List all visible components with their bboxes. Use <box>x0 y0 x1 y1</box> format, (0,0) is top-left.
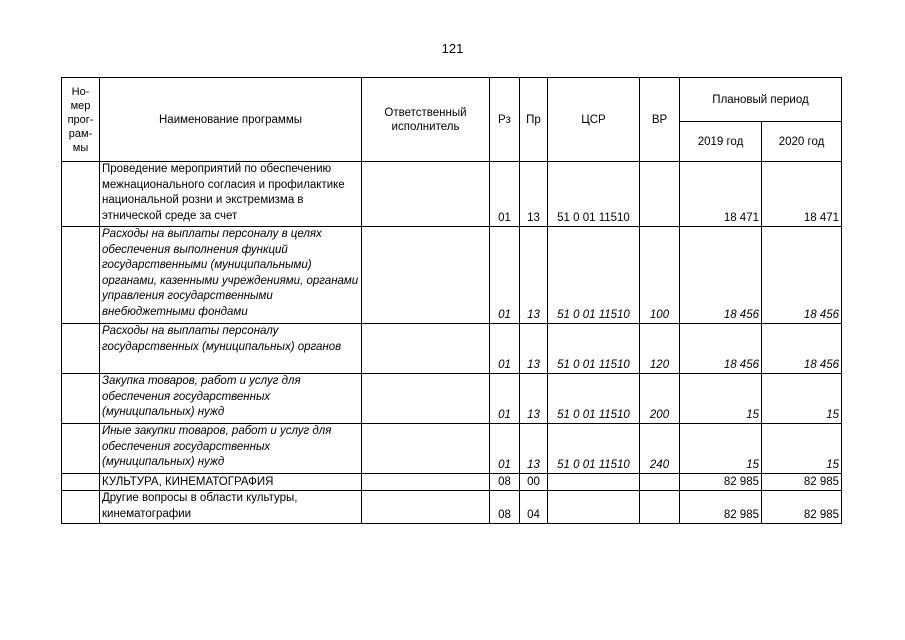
cell-2020: 15 <box>762 374 842 424</box>
cell-2019: 15 <box>680 374 762 424</box>
cell-csr: 51 0 01 11510 <box>548 324 640 374</box>
header-vr: ВР <box>640 78 680 162</box>
header-csr: ЦСР <box>548 78 640 162</box>
table-row <box>62 227 842 324</box>
cell-executor <box>362 227 490 324</box>
header-year-2019: 2019 год <box>680 122 762 162</box>
cell-rz: 01 <box>490 227 520 324</box>
cell-rz: 08 <box>490 474 520 491</box>
header-program-name: Наименование программы <box>100 78 362 162</box>
cell-number <box>62 324 100 374</box>
cell-rz: 01 <box>490 374 520 424</box>
cell-vr: 120 <box>640 324 680 374</box>
cell-csr: 51 0 01 11510 <box>548 227 640 324</box>
cell-vr: 200 <box>640 374 680 424</box>
cell-2019: 15 <box>680 424 762 474</box>
cell-name: КУЛЬТУРА, КИНЕМАТОГРАФИЯ <box>100 474 362 491</box>
cell-vr: 100 <box>640 227 680 324</box>
cell-2020: 82 985 <box>762 491 842 524</box>
budget-table <box>61 77 842 524</box>
cell-name: Расходы на выплаты персоналу в целях обеспечения выполнения функций государственными (муниципальными) органами, казенными учреждениями, органами управления государственными внебюджетными фондами <box>100 227 362 324</box>
cell-number <box>62 162 100 227</box>
header-year-2020: 2020 год <box>762 122 842 162</box>
cell-vr <box>640 491 680 524</box>
table-row <box>62 491 842 524</box>
cell-pr: 00 <box>520 474 548 491</box>
cell-pr: 13 <box>520 424 548 474</box>
cell-name: Расходы на выплаты персоналу государственных (муниципальных) органов <box>100 324 362 374</box>
cell-pr: 04 <box>520 491 548 524</box>
table-row <box>62 424 842 474</box>
cell-executor <box>362 324 490 374</box>
cell-number <box>62 424 100 474</box>
cell-csr <box>548 491 640 524</box>
cell-csr <box>548 474 640 491</box>
cell-2020: 82 985 <box>762 474 842 491</box>
cell-vr: 240 <box>640 424 680 474</box>
cell-2019: 18 456 <box>680 324 762 374</box>
cell-2019: 82 985 <box>680 474 762 491</box>
cell-2020: 18 456 <box>762 227 842 324</box>
cell-2020: 15 <box>762 424 842 474</box>
header-pr: Пр <box>520 78 548 162</box>
cell-csr: 51 0 01 11510 <box>548 374 640 424</box>
cell-pr: 13 <box>520 324 548 374</box>
cell-executor <box>362 374 490 424</box>
cell-pr: 13 <box>520 162 548 227</box>
cell-executor <box>362 424 490 474</box>
header-executor: Ответственный исполнитель <box>362 78 490 162</box>
cell-rz: 08 <box>490 491 520 524</box>
cell-executor <box>362 162 490 227</box>
cell-number <box>62 374 100 424</box>
cell-csr: 51 0 01 11510 <box>548 162 640 227</box>
page-number: 121 <box>441 41 464 56</box>
cell-executor <box>362 491 490 524</box>
cell-rz: 01 <box>490 324 520 374</box>
cell-name: Другие вопросы в области культуры, кинематографии <box>100 491 362 524</box>
cell-number <box>62 491 100 524</box>
cell-2020: 18 456 <box>762 324 842 374</box>
cell-number <box>62 227 100 324</box>
cell-number <box>62 474 100 491</box>
cell-csr: 51 0 01 11510 <box>548 424 640 474</box>
cell-rz: 01 <box>490 162 520 227</box>
cell-rz: 01 <box>490 424 520 474</box>
cell-2019: 82 985 <box>680 491 762 524</box>
header-number: Но-мер прог-рам-мы <box>62 78 100 162</box>
cell-name: Закупка товаров, работ и услуг для обеспечения государственных (муниципальных) нужд <box>100 374 362 424</box>
cell-vr <box>640 474 680 491</box>
cell-pr: 13 <box>520 374 548 424</box>
cell-name: Иные закупки товаров, работ и услуг для обеспечения государственных (муниципальных) нужд <box>100 424 362 474</box>
cell-2019: 18 471 <box>680 162 762 227</box>
header-rz: Рз <box>490 78 520 162</box>
table-row <box>62 474 842 491</box>
table-row <box>62 324 842 374</box>
table-row <box>62 374 842 424</box>
cell-name: Проведение мероприятий по обеспечению межнационального согласия и профилактике национальной розни и экстремизма в этнической среде за счет <box>100 162 362 227</box>
cell-executor <box>362 474 490 491</box>
cell-vr <box>640 162 680 227</box>
header-plan-period: Плановый период <box>680 78 842 122</box>
cell-pr: 13 <box>520 227 548 324</box>
cell-2020: 18 471 <box>762 162 842 227</box>
table-row <box>62 162 842 227</box>
cell-2019: 18 456 <box>680 227 762 324</box>
